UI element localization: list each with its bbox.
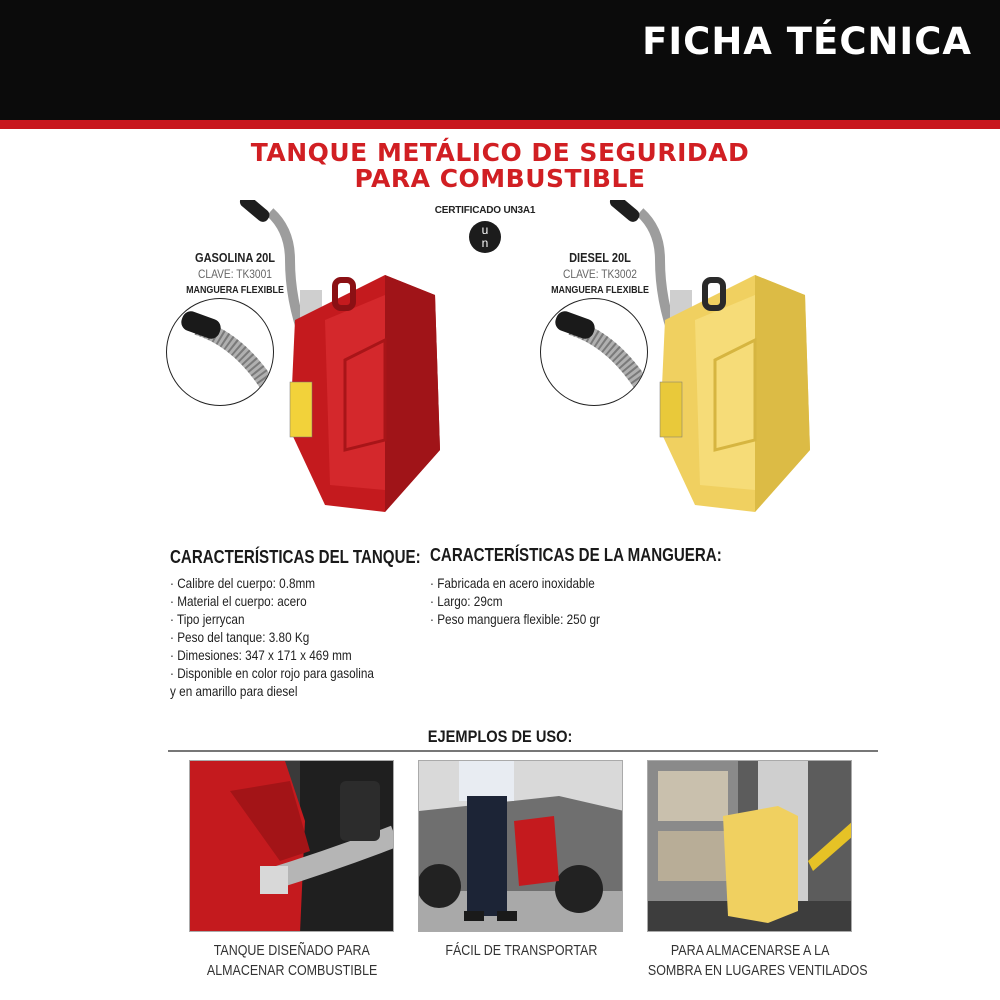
product-title	[150, 140, 850, 192]
caption-line: FÁCIL DE TRANSPORTAR	[445, 943, 597, 959]
product-title-line1: TANQUE METÁLICO DE SEGURIDAD	[250, 138, 750, 167]
list-item: · Dimesiones: 347 x 171 x 469 mm	[170, 646, 374, 664]
usage-caption-refueling	[172, 941, 412, 981]
list-item: · Calibre del cuerpo: 0.8mm	[170, 574, 374, 592]
usage-title-text: EJEMPLOS DE USO:	[427, 727, 573, 746]
yellow-jerrycan-image	[605, 200, 820, 520]
usage-photo-refueling	[189, 760, 394, 932]
usage-photo-transport	[418, 760, 623, 932]
badge-text-top: u	[481, 223, 489, 237]
list-item: y en amarillo para diesel	[170, 683, 298, 699]
caption-line: ALMACENAR COMBUSTIBLE	[206, 963, 378, 979]
variant-name: DIESEL 20L	[569, 250, 631, 265]
variant-code: CLAVE: TK3001	[198, 267, 272, 281]
list-item: · Fabricada en acero inoxidable	[430, 574, 600, 592]
usage-caption-transport	[401, 941, 641, 961]
list-item: · Peso del tanque: 3.80 Kg	[170, 628, 374, 646]
usage-divider	[168, 750, 878, 752]
tank-specs-list	[170, 574, 374, 700]
usage-caption-storage	[630, 941, 870, 981]
caption-line: TANQUE DISEÑADO PARA	[213, 943, 371, 959]
list-item: · Largo: 29cm	[430, 592, 600, 610]
variant-code: CLAVE: TK3002	[563, 267, 637, 281]
list-item: · Tipo jerrycan	[170, 610, 374, 628]
header-bar	[0, 0, 1000, 120]
red-jerrycan-image	[235, 200, 450, 520]
list-item: · Material el cuerpo: acero	[170, 592, 374, 610]
usage-title	[0, 727, 1000, 747]
hose-specs-title: CARACTERÍSTICAS DE LA MANGUERA:	[430, 545, 722, 565]
certification-label: CERTIFICADO UN3A1	[434, 205, 536, 216]
product-title-line2: PARA COMBUSTIBLE	[354, 164, 646, 193]
badge-text-bottom: n	[481, 236, 489, 250]
variant-hose: MANGUERA FLEXIBLE	[551, 284, 649, 296]
page-title: FICHA TÉCNICA	[642, 20, 972, 63]
caption-line: PARA ALMACENARSE A LA	[670, 943, 830, 959]
tank-specs-title: CARACTERÍSTICAS DEL TANQUE:	[170, 547, 421, 567]
header-accent-stripe	[0, 120, 1000, 129]
usage-photo-storage	[647, 760, 852, 932]
variant-name: GASOLINA 20L	[194, 250, 276, 265]
caption-line: SOMBRA EN LUGARES VENTILADOS	[647, 963, 868, 979]
un-badge-icon	[469, 221, 501, 253]
variant-hose: MANGUERA FLEXIBLE	[186, 284, 284, 296]
list-item: · Peso manguera flexible: 250 gr	[430, 610, 600, 628]
hose-specs-list	[430, 574, 600, 628]
list-item: · Disponible en color rojo para gasolina	[170, 664, 374, 682]
